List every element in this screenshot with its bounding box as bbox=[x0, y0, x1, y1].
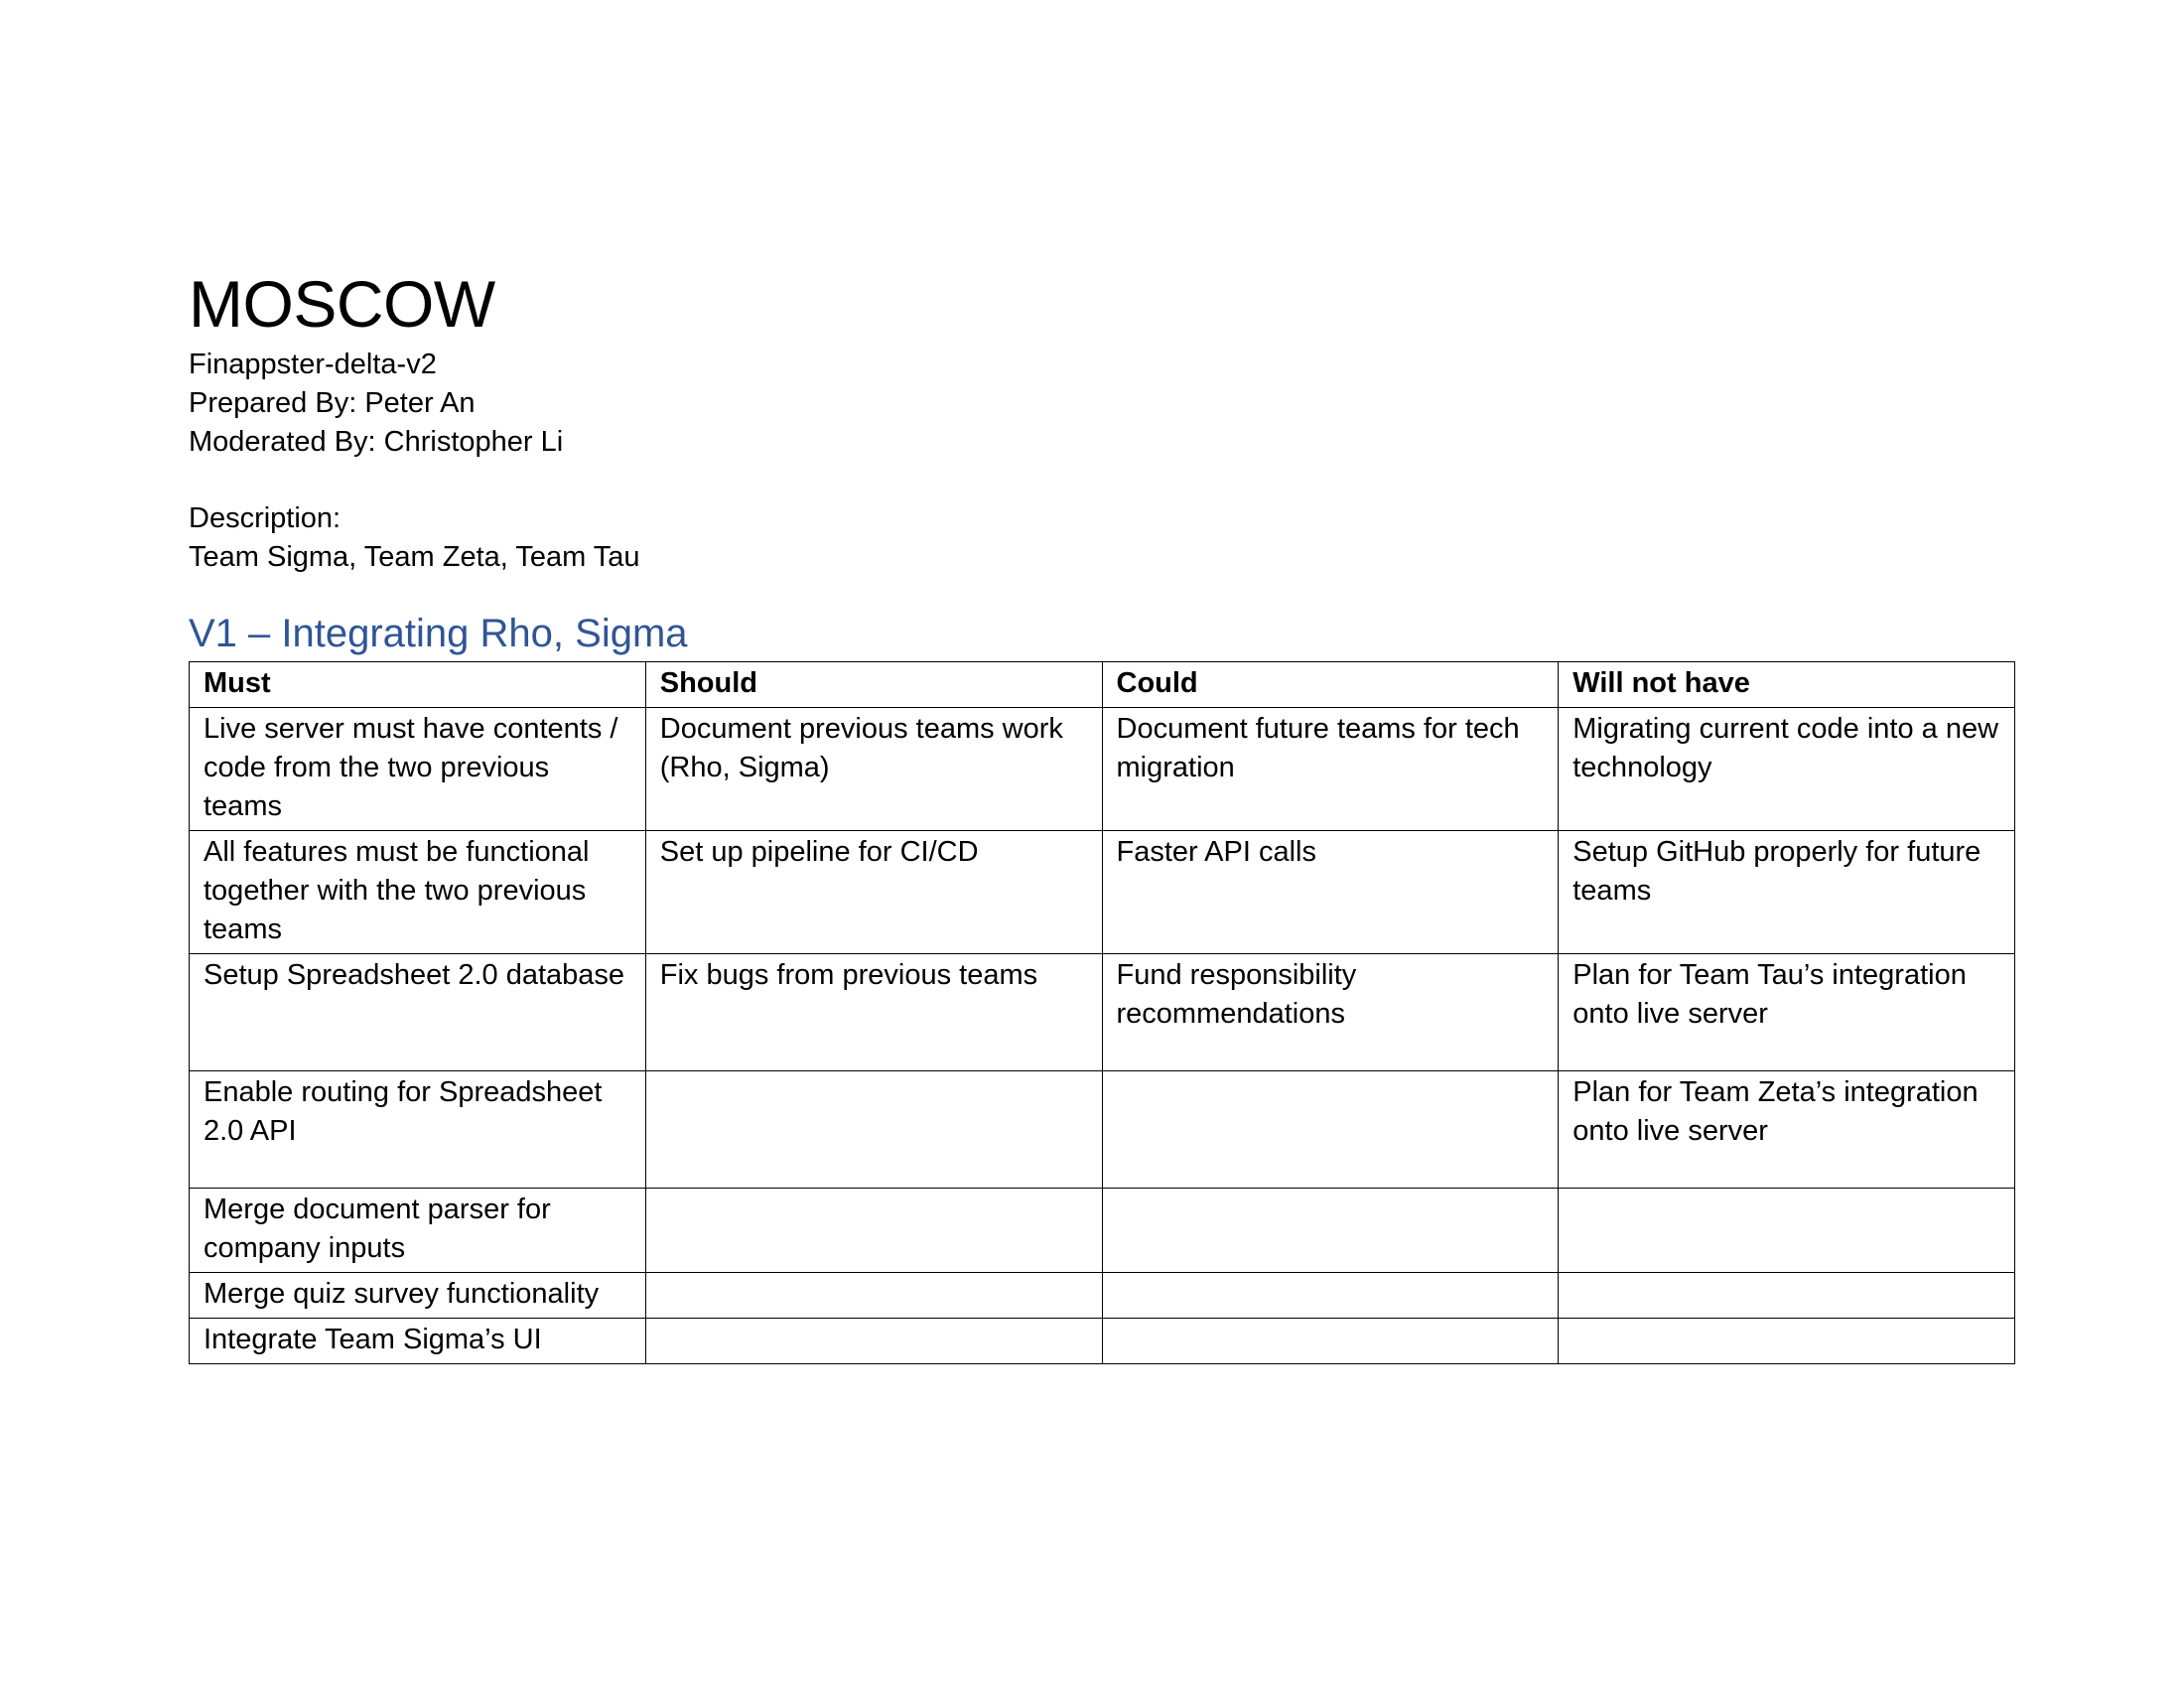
document-content bbox=[189, 268, 2015, 1364]
header-will-not-have: Will not have bbox=[1559, 662, 2015, 708]
table-cell: Document future teams for tech migration bbox=[1102, 708, 1559, 831]
moderated-by: Moderated By: Christopher Li bbox=[189, 426, 564, 458]
table-cell: Merge document parser for company inputs bbox=[190, 1189, 646, 1273]
table-cell bbox=[645, 1071, 1102, 1189]
table-cell bbox=[1102, 1319, 1559, 1364]
spacer bbox=[189, 462, 2015, 499]
project-name: Finappster-delta-v2 bbox=[189, 349, 437, 380]
table-cell bbox=[1559, 1189, 2015, 1273]
header-could: Could bbox=[1102, 662, 1559, 708]
section-heading: V1 – Integrating Rho, Sigma bbox=[189, 612, 688, 655]
prepared-by: Prepared By: Peter An bbox=[189, 387, 476, 419]
table-cell bbox=[1102, 1273, 1559, 1319]
document-title: MOSCOW bbox=[189, 267, 495, 341]
table-row bbox=[190, 831, 2015, 954]
table-cell bbox=[645, 1189, 1102, 1273]
table-cell: Setup GitHub properly for future teams bbox=[1559, 831, 2015, 954]
table-cell: Fix bugs from previous teams bbox=[645, 954, 1102, 1071]
table-cell: All features must be functional together with the two previous teams bbox=[190, 831, 646, 954]
table-header-row bbox=[190, 662, 2015, 708]
description-label: Description: bbox=[189, 502, 341, 534]
table-cell: Plan for Team Zeta’s integration onto live server bbox=[1559, 1071, 2015, 1189]
table-row bbox=[190, 1071, 2015, 1189]
table-row bbox=[190, 1189, 2015, 1273]
table-cell bbox=[1102, 1071, 1559, 1189]
table-cell bbox=[645, 1319, 1102, 1364]
table-cell: Integrate Team Sigma’s UI bbox=[190, 1319, 646, 1364]
header-must: Must bbox=[190, 662, 646, 708]
table-cell bbox=[645, 1273, 1102, 1319]
table-cell: Fund responsibility recommendations bbox=[1102, 954, 1559, 1071]
table-cell: Live server must have contents / code from the two previous teams bbox=[190, 708, 646, 831]
table-cell: Setup Spreadsheet 2.0 database bbox=[190, 954, 646, 1071]
table-row bbox=[190, 708, 2015, 831]
table-cell: Migrating current code into a new technology bbox=[1559, 708, 2015, 831]
header-should: Should bbox=[645, 662, 1102, 708]
table-cell: Set up pipeline for CI/CD bbox=[645, 831, 1102, 954]
table-cell bbox=[1102, 1189, 1559, 1273]
moscow-table bbox=[189, 661, 2015, 1364]
table-cell: Plan for Team Tau’s integration onto live server bbox=[1559, 954, 2015, 1071]
table-cell bbox=[1559, 1273, 2015, 1319]
table-cell bbox=[1559, 1319, 2015, 1364]
table-cell: Merge quiz survey functionality bbox=[190, 1273, 646, 1319]
table-row bbox=[190, 1319, 2015, 1364]
table-cell: Faster API calls bbox=[1102, 831, 1559, 954]
table-row bbox=[190, 954, 2015, 1071]
table-cell: Document previous teams work (Rho, Sigma) bbox=[645, 708, 1102, 831]
description-text: Team Sigma, Team Zeta, Team Tau bbox=[189, 541, 640, 573]
table-row bbox=[190, 1273, 2015, 1319]
table-cell: Enable routing for Spreadsheet 2.0 API bbox=[190, 1071, 646, 1189]
